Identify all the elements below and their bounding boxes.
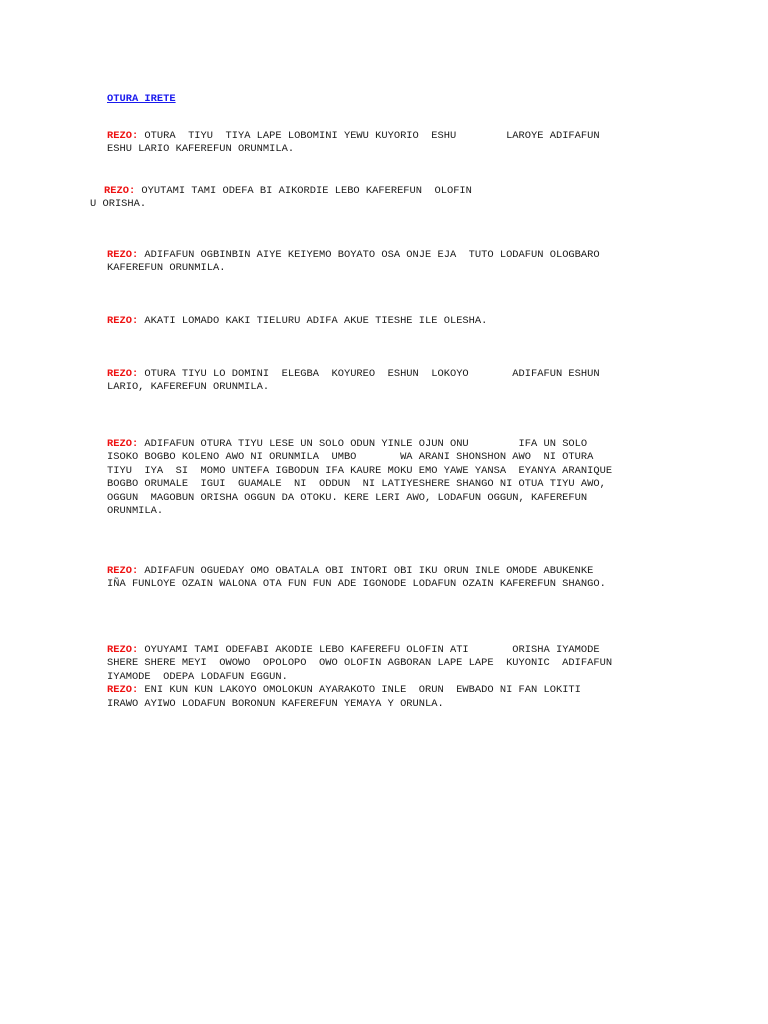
paragraph-line: OTURA TIYU TIYA LAPE LOBOMINI YEWU KUYORIO ESHU LAROYE ADIFAFUN bbox=[138, 130, 600, 142]
paragraph-line: ENI KUN KUN LAKOYO OMOLOKUN AYARAKOTO INLE ORUN EWBADO NI FAN LOKITI bbox=[138, 684, 581, 697]
paragraph-line: OTURA TIYU LO DOMINI ELEGBA KOYUREO ESHUN LOKOYO ADIFAFUN ESHUN bbox=[138, 368, 600, 380]
rezo-label: REZO: bbox=[104, 185, 136, 197]
paragraph-line: AKATI LOMADO KAKI TIELURU ADIFA AKUE TIESHE ILE OLESHA. bbox=[138, 315, 488, 327]
rezo-paragraph-5 bbox=[107, 368, 667, 395]
rezo-label: REZO: bbox=[107, 438, 139, 450]
paragraph-line: SHERE SHERE MEYI OWOWO OPOLOPO OWO OLOFIN AGBORAN LAPE LAPE KUYONIC ADIFAFUN bbox=[107, 657, 613, 670]
paragraph-line: KAFEREFUN ORUNMILA. bbox=[107, 262, 226, 275]
rezo-paragraph-6 bbox=[107, 438, 667, 518]
paragraph-line: ADIFAFUN OGBINBIN AIYE KEIYEMO BOYATO OSA ONJE EJA TUTO LODAFUN OLOGBARO bbox=[138, 249, 600, 261]
rezo-paragraph-2 bbox=[90, 185, 664, 212]
rezo-label: REZO: bbox=[107, 565, 139, 577]
rezo-label: REZO: bbox=[107, 684, 139, 697]
rezo-paragraph-7 bbox=[107, 565, 667, 592]
document-heading-link[interactable]: OTURA IRETE bbox=[107, 93, 176, 105]
paragraph-line: ISOKO BOGBO KOLENO AWO NI ORUNMILA UMBO WA ARANI SHONSHON AWO NI OTURA bbox=[107, 451, 594, 464]
paragraph-line: IÑA FUNLOYE OZAIN WALONA OTA FUN FUN ADE IGONODE LODAFUN OZAIN KAFEREFUN SHANGO. bbox=[107, 578, 606, 591]
paragraph-line: OYUTAMI TAMI ODEFA BI AIKORDIE LEBO KAFEREFUN OLOFIN bbox=[135, 185, 472, 197]
paragraph-line: BOGBO ORUMALE IGUI GUAMALE NI ODDUN NI LATIYESHERE SHANGO NI OTUA TIYU AWO, bbox=[107, 478, 606, 491]
paragraph-line: IYAMODE ODEPA LODAFUN EGGUN. bbox=[107, 670, 288, 683]
rezo-label: REZO: bbox=[107, 249, 139, 261]
paragraph-line: ESHU LARIO KAFEREFUN ORUNMILA. bbox=[107, 143, 295, 156]
paragraph-line: OYUYAMI TAMI ODEFABI AKODIE LEBO KAFEREFU OLOFIN ATI ORISHA IYAMODE bbox=[138, 644, 600, 656]
rezo-label: REZO: bbox=[107, 130, 139, 142]
rezo-paragraph-1 bbox=[107, 130, 667, 157]
paragraph-line: ORUNMILA. bbox=[107, 505, 164, 518]
paragraph-line: LARIO, KAFEREFUN ORUNMILA. bbox=[107, 381, 270, 394]
rezo-paragraph-8 bbox=[107, 644, 667, 711]
paragraph-line: ADIFAFUN OGUEDAY OMO OBATALA OBI INTORI OBI IKU ORUN INLE OMODE ABUKENKE bbox=[138, 565, 594, 577]
paragraph-line: U ORISHA. bbox=[90, 198, 147, 211]
paragraph-line: OGGUN MAGOBUN ORISHA OGGUN DA OTOKU. KERE LERI AWO, LODAFUN OGGUN, KAFEREFUN bbox=[107, 491, 588, 504]
rezo-label: REZO: bbox=[107, 315, 139, 327]
paragraph-line: IRAWO AYIWO LODAFUN BORONUN KAFEREFUN YEMAYA Y ORUNLA. bbox=[107, 697, 444, 710]
paragraph-line: TIYU IYA SI MOMO UNTEFA IGBODUN IFA KAURE MOKU EMO YAWE YANSA EYANYA ARANIQUE bbox=[107, 464, 613, 477]
rezo-label: REZO: bbox=[107, 368, 139, 380]
rezo-paragraph-3 bbox=[107, 249, 667, 276]
rezo-label: REZO: bbox=[107, 644, 139, 656]
rezo-paragraph-4 bbox=[107, 315, 667, 328]
paragraph-line: ADIFAFUN OTURA TIYU LESE UN SOLO ODUN YINLE OJUN ONU IFA UN SOLO bbox=[138, 438, 588, 450]
